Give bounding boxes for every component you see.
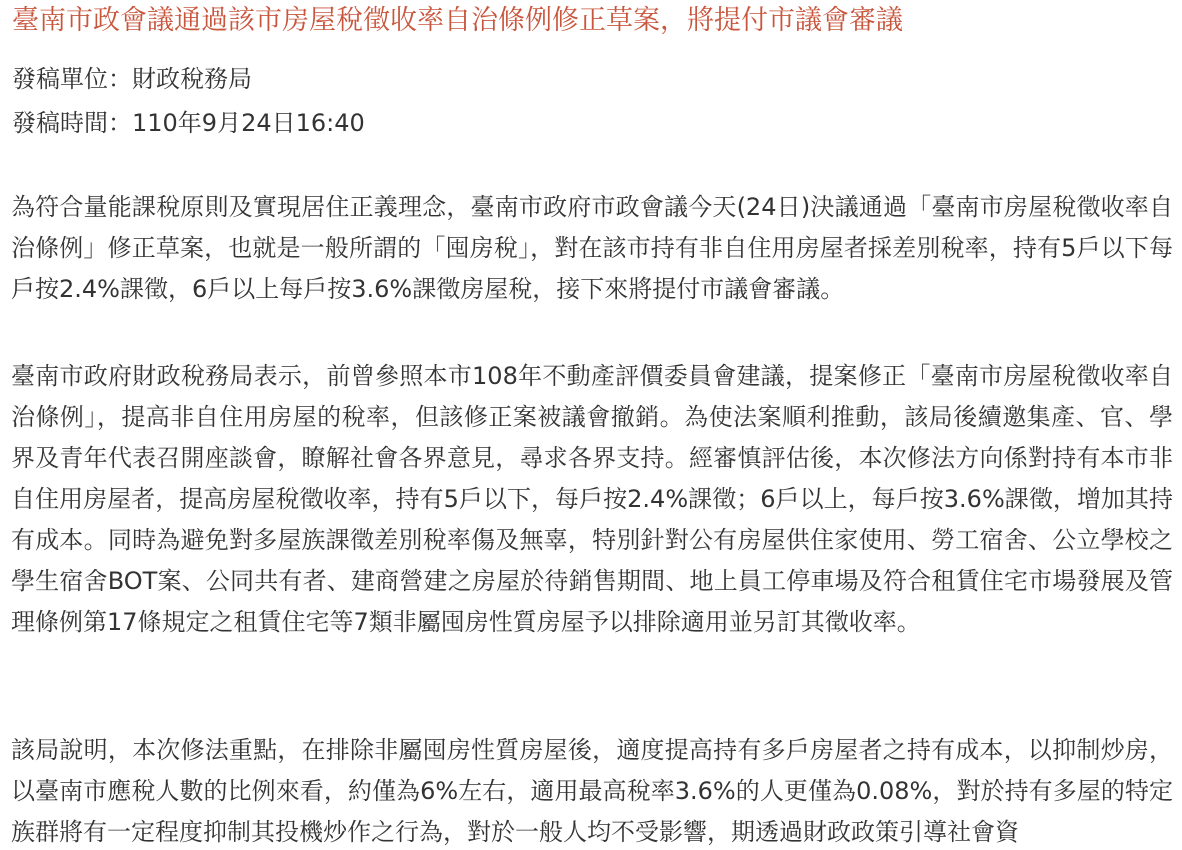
release-time-value: 110年9月24日16:40 [132,109,365,137]
article-paragraph-2: 臺南市政府財政稅務局表示，前曾參照本市108年不動產評價委員會建議，提案修正「臺南市房屋稅徵收率自治條例」，提高非自住用房屋的稅率，但該修正案被議會撤銷。為使法案順利推動，該局後續邀集產、官、學界及青年代表召開座談會，瞭解社會各界意見，尋求各界支持。經審慎評估後，本次修法方向係對持有本市非自住用房屋者，提高房屋稅徵收率，持有5戶以下，每戶按2.4%課徵；6戶以上，每戶按3.6%課徵，增加其持有成本。同時為避免對多屋族課徵差別稅率傷及無辜，特別針對公有房屋供住家使用、勞工宿舍、公立學校之學生宿舍BOT案、公同共有者、建商營建之房屋於待銷售期間、地上員工停車場及符合租賃住宅市場發展及管理條例第17條規定之租賃住宅等7類非屬囤房性質房屋予以排除適用並另訂其徵收率。 [11,362,1173,636]
release-time-label: 發稿時間： [12,109,132,137]
release-unit-label: 發稿單位： [12,65,132,93]
article-paragraph-3: 該局說明，本次修法重點，在排除非屬囤房性質房屋後，適度提高持有多戶房屋者之持有成本，以抑制炒房，以臺南市應稅人數的比例來看，約僅為6%左右，適用最高稅率3.6%的人更僅為0.08%，對於持有多屋的特定族群將有一定程度抑制其投機炒作之行為，對於一般人均不受影響，期透過財政政策引導社會資 [11,736,1173,846]
article-title: 臺南市政會議通過該市房屋稅徵收率自治條例修正草案，將提付市議會審議 [12,5,903,36]
release-unit [12,64,252,94]
release-unit-value: 財政稅務局 [132,65,252,93]
article-paragraph-1: 為符合量能課稅原則及實現居住正義理念，臺南市政府市政會議今天(24日)決議通過「臺南市房屋稅徵收率自治條例」修正草案，也就是一般所謂的「囤房稅」，對在該市持有非自住用房屋者採差別稅率，持有5戶以下每戶按2.4%課徵，6戶以上每戶按3.6%課徵房屋稅，接下來將提付市議會審議。 [11,193,1173,303]
release-time [12,108,365,138]
